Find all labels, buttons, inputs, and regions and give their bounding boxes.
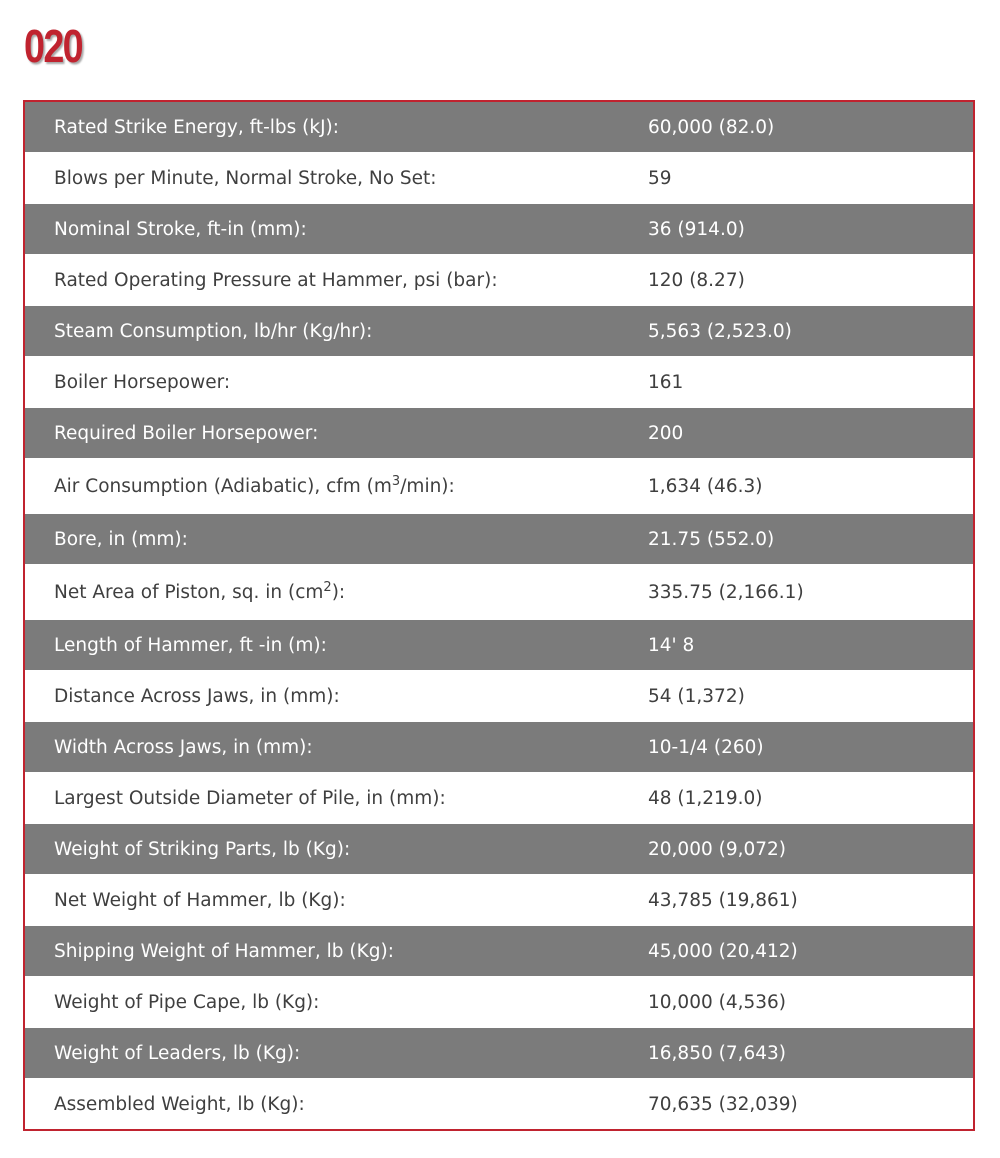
specifications-table (23, 100, 975, 1131)
spec-label: Required Boiler Horsepower: (54, 422, 319, 444)
spec-row-air-consumption (25, 459, 973, 514)
spec-value: 60,000 (82.0) (648, 116, 775, 138)
spec-row-steam-consumption (25, 306, 973, 357)
spec-value: 120 (8.27) (648, 269, 745, 291)
spec-value: 59 (648, 167, 672, 189)
spec-label: Weight of Leaders, lb (Kg): (54, 1042, 301, 1064)
spec-label: Rated Strike Energy, ft-lbs (kJ): (54, 116, 339, 138)
spec-label: Boiler Horsepower: (54, 371, 231, 393)
spec-label: Nominal Stroke, ft-in (mm): (54, 218, 307, 240)
spec-value: 70,635 (32,039) (648, 1093, 798, 1115)
spec-value: 21.75 (552.0) (648, 528, 775, 550)
spec-row-weight-leaders (25, 1028, 973, 1079)
spec-value: 54 (1,372) (648, 685, 745, 707)
spec-row-net-area-of-piston (25, 565, 973, 620)
spec-value: 1,634 (46.3) (648, 475, 763, 497)
spec-row-assembled-weight (25, 1079, 973, 1129)
spec-label: Weight of Pipe Cape, lb (Kg): (54, 991, 320, 1013)
spec-row-shipping-weight-hammer (25, 926, 973, 977)
spec-value: 5,563 (2,523.0) (648, 320, 792, 342)
spec-row-rated-strike-energy (25, 102, 973, 153)
spec-row-boiler-horsepower (25, 357, 973, 408)
spec-value: 14' 8 (648, 634, 695, 656)
spec-value: 20,000 (9,072) (648, 838, 787, 860)
spec-value: 43,785 (19,861) (648, 889, 798, 911)
spec-row-weight-striking-parts (25, 824, 973, 875)
spec-label (25, 473, 648, 497)
spec-value: 10-1/4 (260) (648, 736, 764, 758)
spec-row-net-weight-hammer (25, 875, 973, 926)
spec-label: Rated Operating Pressure at Hammer, psi (bar): (54, 269, 498, 291)
spec-label: Shipping Weight of Hammer, lb (Kg): (54, 940, 394, 962)
spec-value: 161 (648, 371, 684, 393)
spec-row-distance-across-jaws (25, 671, 973, 722)
spec-row-length-of-hammer (25, 620, 973, 671)
spec-label-text: /min): (400, 475, 455, 497)
spec-row-bore (25, 514, 973, 565)
spec-value: 16,850 (7,643) (648, 1042, 787, 1064)
spec-value: 45,000 (20,412) (648, 940, 798, 962)
spec-label-text: ): (331, 581, 346, 603)
superscript: 3 (391, 473, 401, 489)
spec-row-rated-operating-pressure (25, 255, 973, 306)
spec-row-weight-pipe-cape (25, 977, 973, 1028)
spec-label (25, 579, 648, 603)
spec-label: Largest Outside Diameter of Pile, in (mm): (54, 787, 446, 809)
spec-value: 10,000 (4,536) (648, 991, 787, 1013)
model-number-title: 020 (24, 20, 83, 72)
spec-row-width-across-jaws (25, 722, 973, 773)
superscript: 2 (323, 579, 332, 595)
spec-label: Bore, in (mm): (54, 528, 188, 550)
spec-value: 36 (914.0) (648, 218, 745, 240)
spec-label: Distance Across Jaws, in (mm): (54, 685, 340, 707)
spec-label: Steam Consumption, lb/hr (Kg/hr): (54, 320, 373, 342)
spec-row-required-boiler-horsepower (25, 408, 973, 459)
spec-label: Net Weight of Hammer, lb (Kg): (54, 889, 346, 911)
spec-label-text: Air Consumption (Adiabatic), cfm (m (54, 475, 392, 497)
spec-row-nominal-stroke (25, 204, 973, 255)
spec-label: Assembled Weight, lb (Kg): (54, 1093, 305, 1115)
spec-value: 335.75 (2,166.1) (648, 581, 804, 603)
spec-label: Length of Hammer, ft -in (m): (54, 634, 327, 656)
spec-label-text: Net Area of Piston, sq. in (cm (54, 581, 324, 603)
spec-label: Weight of Striking Parts, lb (Kg): (54, 838, 351, 860)
spec-label: Blows per Minute, Normal Stroke, No Set: (54, 167, 437, 189)
spec-row-blows-per-minute (25, 153, 973, 204)
spec-value: 48 (1,219.0) (648, 787, 763, 809)
spec-row-largest-pile-diameter (25, 773, 973, 824)
spec-label: Width Across Jaws, in (mm): (54, 736, 313, 758)
spec-value: 200 (648, 422, 684, 444)
